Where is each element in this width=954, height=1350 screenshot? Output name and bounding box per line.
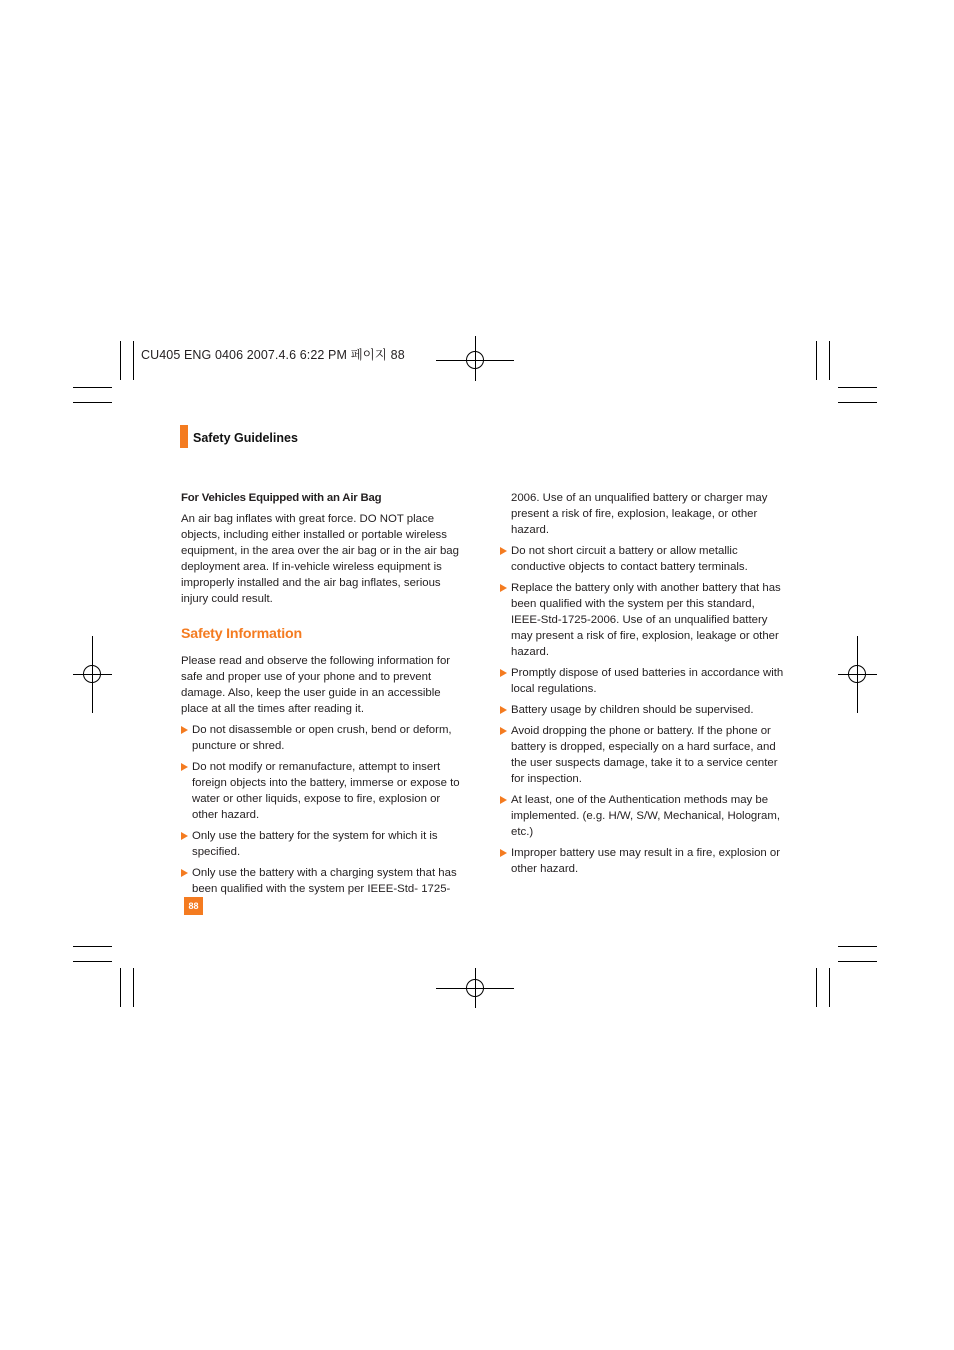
bullet-arrow-icon <box>500 669 507 677</box>
header-accent-bar <box>180 425 188 448</box>
list-item-text: Do not disassemble or open crush, bend or deform, puncture or shred. <box>192 724 452 752</box>
list-item-text: Promptly dispose of used batteries in accordance with local regulations. <box>511 667 784 695</box>
list-item-text: Improper battery use may result in a fire, explosion or other hazard. <box>511 847 781 875</box>
print-slug: CU405 ENG 0406 2007.4.6 6:22 PM 페이지 88 <box>141 348 405 362</box>
list-item <box>500 543 785 575</box>
right-bullet-list <box>500 543 785 877</box>
list-item-text: Do not modify or remanufacture, attempt to insert foreign objects into the battery, immerse or expose to water or other liquids, expose to fire, explosion or other hazard. <box>192 761 460 821</box>
bullet-arrow-icon <box>500 849 507 857</box>
list-item-text: Avoid dropping the phone or battery. If the phone or battery is dropped, especially on a hard surface, and the user suspects damage, take it to a service center for inspection. <box>511 725 778 785</box>
airbag-paragraph: An air bag inflates with great force. DO NOT place objects, including either installed or portable wireless equipment, in the area over the air bag or in the air bag deployment area. If in-vehicle wireless equipment is improperly installed and the air bag inflates, serious injury could result. <box>181 513 459 605</box>
list-item-text: Only use the battery with a charging system that has been qualified with the system per IEEE-Std- 1725- <box>192 867 457 895</box>
list-item <box>181 828 466 860</box>
bullet-arrow-icon <box>500 706 507 714</box>
list-item <box>181 759 466 823</box>
list-item <box>500 845 785 877</box>
running-header-title: Safety Guidelines <box>193 431 298 445</box>
list-item <box>500 723 785 787</box>
bullet-arrow-icon <box>181 763 188 771</box>
bullet-arrow-icon <box>500 584 507 592</box>
page-number: 88 <box>184 897 203 915</box>
bullet-arrow-icon <box>181 869 188 877</box>
list-item-text: Replace the battery only with another battery that has been qualified with the system per this standard, IEEE-Std-1725-2006. Use of an unqualified battery may present a risk of fire, explosion, leakage or other hazard. <box>511 582 781 658</box>
airbag-subheading: For Vehicles Equipped with an Air Bag <box>181 492 382 504</box>
bullet-arrow-icon <box>500 547 507 555</box>
list-item-text: Do not short circuit a battery or allow metallic conductive objects to contact battery terminals. <box>511 545 748 573</box>
intro-paragraph: Please read and observe the following information for safe and proper use of your phone and to prevent damage. Also, keep the user guide in an accessible place at all the times after reading it. <box>181 655 451 715</box>
continued-bullet-text: 2006. Use of an unqualified battery or charger may present a risk of fire, explosion, leakage, or other hazard. <box>511 492 768 536</box>
list-item-text: At least, one of the Authentication methods may be implemented. (e.g. H/W, S/W, Mechanical, Hologram, etc.) <box>511 794 781 838</box>
list-item <box>500 665 785 697</box>
bullet-arrow-icon <box>181 726 188 734</box>
list-item <box>181 722 466 754</box>
bullet-arrow-icon <box>500 727 507 735</box>
right-column <box>500 490 785 882</box>
list-item <box>500 702 785 718</box>
section-title: Safety Information <box>181 626 302 642</box>
left-column <box>181 490 466 902</box>
list-item-text: Only use the battery for the system for which it is specified. <box>192 830 438 858</box>
list-item <box>181 865 466 897</box>
bullet-arrow-icon <box>500 796 507 804</box>
list-item <box>500 792 785 840</box>
list-item-text: Battery usage by children should be supervised. <box>511 704 754 716</box>
list-item <box>500 580 785 660</box>
left-bullet-list <box>181 722 466 897</box>
bullet-arrow-icon <box>181 832 188 840</box>
